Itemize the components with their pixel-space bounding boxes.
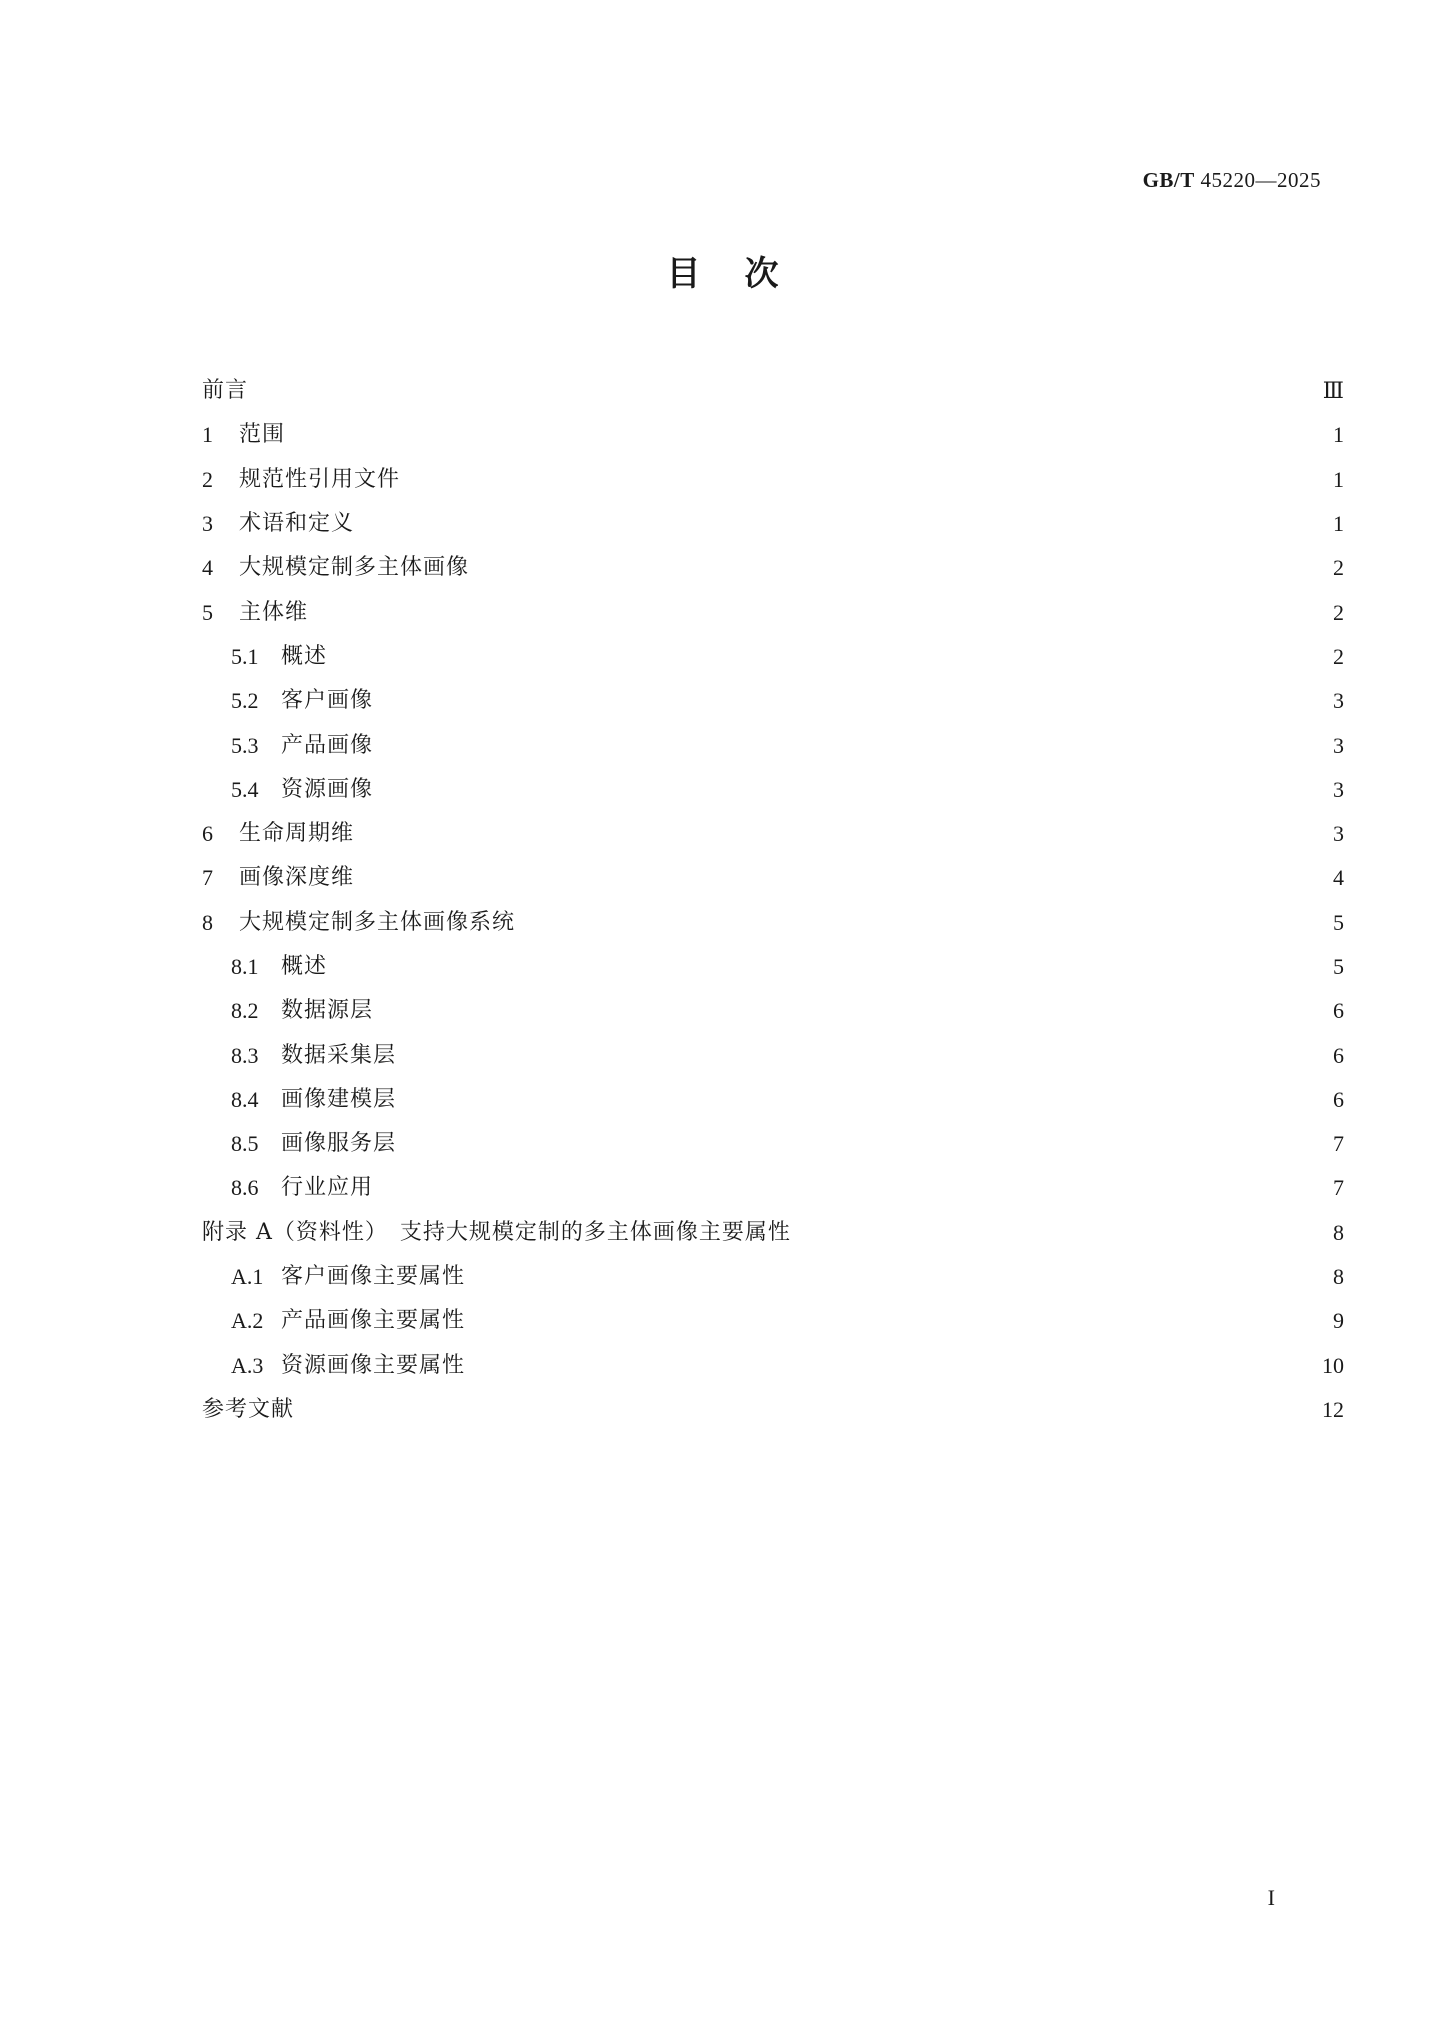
toc-entry-number: 3 bbox=[202, 511, 213, 537]
toc-entry-page: 9 bbox=[1333, 1308, 1344, 1334]
toc-dot-leader bbox=[326, 600, 1318, 626]
toc-entry[interactable] bbox=[202, 901, 1344, 945]
toc-entry-label: 资源画像 bbox=[281, 776, 374, 802]
toc-entry[interactable] bbox=[202, 1299, 1344, 1343]
toc-dot-leader bbox=[391, 777, 1318, 803]
toc-dot-leader bbox=[414, 1131, 1318, 1157]
toc-entry-number: A.3 bbox=[231, 1352, 264, 1378]
toc-entry-label: 范围 bbox=[239, 422, 286, 448]
toc-entry-number: 6 bbox=[202, 821, 213, 847]
toc-entry-number: 8.3 bbox=[231, 1042, 259, 1068]
toc-dot-leader bbox=[391, 688, 1318, 714]
toc-entry-number: 1 bbox=[202, 422, 213, 448]
toc-entry[interactable] bbox=[202, 1078, 1344, 1122]
toc-entry-label: 概述 bbox=[281, 954, 328, 979]
toc-entry[interactable] bbox=[202, 812, 1344, 856]
toc-entry-page: 8 bbox=[1333, 1219, 1344, 1245]
toc-entry-page: 5 bbox=[1333, 954, 1344, 979]
toc-entry-number: A.2 bbox=[231, 1308, 264, 1334]
toc-entry[interactable] bbox=[202, 856, 1344, 900]
toc-entry[interactable] bbox=[202, 945, 1344, 989]
toc-entry-label: 数据采集层 bbox=[281, 1042, 397, 1068]
toc-dot-leader bbox=[391, 998, 1318, 1024]
toc-dot-leader bbox=[809, 1220, 1318, 1246]
toc-entry-number: 4 bbox=[202, 555, 213, 581]
toc-entry-label: 参考文献 bbox=[202, 1396, 295, 1422]
page-title: 目次 bbox=[666, 254, 823, 294]
toc-entry-label: 大规模定制多主体画像 bbox=[239, 555, 470, 581]
toc-entry[interactable] bbox=[202, 590, 1344, 634]
toc-entry-label: 产品画像主要属性 bbox=[281, 1308, 466, 1334]
toc-entry[interactable] bbox=[202, 723, 1344, 767]
toc-entry-label: 前言 bbox=[202, 378, 249, 404]
toc-entry-label: 产品画像 bbox=[281, 732, 374, 758]
toc-entry-page: 6 bbox=[1333, 1086, 1344, 1112]
toc-entry-number: 5.3 bbox=[231, 732, 259, 758]
toc-entry-number: 8.6 bbox=[231, 1175, 259, 1201]
toc-entry[interactable] bbox=[202, 1388, 1344, 1432]
toc-dot-leader bbox=[483, 1308, 1318, 1334]
toc-entry-page: 3 bbox=[1333, 776, 1344, 802]
toc-entry-label: 客户画像 bbox=[281, 688, 374, 714]
toc-entry-page: 2 bbox=[1333, 643, 1344, 669]
toc-entry-page: 10 bbox=[1322, 1352, 1344, 1378]
toc-entry-label: 主体维 bbox=[239, 599, 309, 625]
toc-entry-number: 5.4 bbox=[231, 776, 259, 802]
toc-entry-number: 8.5 bbox=[231, 1131, 259, 1157]
toc-entry-label: 画像服务层 bbox=[281, 1131, 397, 1157]
toc-dot-leader bbox=[487, 555, 1318, 581]
toc-entry-label: 行业应用 bbox=[281, 1175, 374, 1201]
toc-entry-number: 2 bbox=[202, 466, 213, 492]
toc-entry-page: 2 bbox=[1333, 555, 1344, 581]
table-of-contents bbox=[202, 369, 1344, 1432]
toc-entry-page: 6 bbox=[1333, 1042, 1344, 1068]
toc-entry[interactable] bbox=[202, 635, 1344, 679]
toc-dot-leader bbox=[372, 821, 1318, 847]
toc-entry[interactable] bbox=[202, 546, 1344, 590]
toc-entry[interactable] bbox=[202, 679, 1344, 723]
toc-entry-label: 附录 A（资料性） 支持大规模定制的多主体画像主要属性 bbox=[202, 1219, 791, 1245]
toc-entry-number: 8.1 bbox=[231, 954, 259, 979]
toc-dot-leader bbox=[372, 865, 1318, 891]
page-number: I bbox=[1267, 1885, 1275, 1910]
toc-entry-page: 3 bbox=[1333, 688, 1344, 714]
toc-entry-label: 大规模定制多主体画像系统 bbox=[239, 909, 516, 935]
toc-dot-leader bbox=[483, 1264, 1318, 1290]
toc-entry-number: A.1 bbox=[231, 1264, 264, 1290]
toc-entry-number: 8.4 bbox=[231, 1086, 259, 1112]
toc-dot-leader bbox=[418, 467, 1318, 493]
toc-entry[interactable] bbox=[202, 1255, 1344, 1299]
toc-entry-number: 5.2 bbox=[231, 688, 259, 714]
toc-entry-label: 规范性引用文件 bbox=[239, 466, 401, 492]
toc-entry-number: 5.1 bbox=[231, 643, 259, 669]
toc-entry-page: 1 bbox=[1333, 422, 1344, 448]
toc-dot-leader bbox=[312, 1397, 1308, 1423]
document-header bbox=[1143, 168, 1321, 193]
toc-entry-page: Ⅲ bbox=[1322, 378, 1344, 404]
toc-dot-leader bbox=[372, 511, 1318, 537]
toc-entry-label: 生命周期维 bbox=[239, 821, 355, 847]
toc-entry[interactable] bbox=[202, 502, 1344, 546]
toc-dot-leader bbox=[391, 733, 1318, 759]
toc-dot-leader bbox=[533, 910, 1318, 936]
toc-entry-label: 概述 bbox=[281, 643, 328, 669]
toc-entry-page: 3 bbox=[1333, 732, 1344, 758]
toc-entry-number: 5 bbox=[202, 599, 213, 625]
toc-entry-label: 数据源层 bbox=[281, 998, 374, 1024]
toc-entry-page: 1 bbox=[1333, 466, 1344, 492]
toc-entry-label: 资源画像主要属性 bbox=[281, 1352, 466, 1378]
toc-entry-page: 7 bbox=[1333, 1175, 1344, 1201]
toc-entry-label: 术语和定义 bbox=[239, 511, 355, 537]
toc-entry-page: 2 bbox=[1333, 599, 1344, 625]
toc-entry[interactable] bbox=[202, 1033, 1344, 1077]
toc-entry-number: 7 bbox=[202, 865, 213, 891]
toc-entry-page: 5 bbox=[1333, 909, 1344, 935]
toc-entry-page: 7 bbox=[1333, 1131, 1344, 1157]
toc-entry[interactable] bbox=[202, 1211, 1344, 1255]
toc-entry-page: 12 bbox=[1322, 1396, 1344, 1422]
toc-dot-leader bbox=[345, 954, 1318, 980]
toc-dot-leader bbox=[345, 644, 1318, 670]
standard-number: 45220—2025 bbox=[1194, 168, 1321, 192]
standard-prefix: GB/T bbox=[1142, 168, 1195, 192]
toc-entry-number: 8.2 bbox=[231, 998, 259, 1024]
toc-entry[interactable] bbox=[202, 768, 1344, 812]
toc-dot-leader bbox=[483, 1353, 1308, 1379]
toc-entry[interactable] bbox=[202, 458, 1344, 502]
toc-entry[interactable] bbox=[202, 1344, 1344, 1388]
toc-entry-page: 1 bbox=[1333, 511, 1344, 537]
toc-dot-leader bbox=[414, 1043, 1318, 1069]
toc-entry-page: 6 bbox=[1333, 998, 1344, 1024]
toc-entry[interactable] bbox=[202, 413, 1344, 457]
toc-entry-page: 4 bbox=[1333, 865, 1344, 891]
toc-entry[interactable] bbox=[202, 989, 1344, 1033]
toc-dot-leader bbox=[303, 422, 1318, 448]
toc-entry-page: 3 bbox=[1333, 821, 1344, 847]
toc-dot-leader bbox=[414, 1087, 1318, 1113]
toc-entry[interactable] bbox=[202, 1122, 1344, 1166]
toc-entry-number: 8 bbox=[202, 909, 213, 935]
toc-entry-page: 8 bbox=[1333, 1264, 1344, 1290]
toc-dot-leader bbox=[266, 378, 1309, 404]
toc-entry-label: 画像建模层 bbox=[281, 1086, 397, 1112]
toc-entry[interactable] bbox=[202, 1166, 1344, 1210]
toc-dot-leader bbox=[391, 1175, 1318, 1201]
toc-entry-label: 客户画像主要属性 bbox=[281, 1264, 466, 1290]
toc-entry[interactable] bbox=[202, 369, 1344, 413]
toc-entry-label: 画像深度维 bbox=[239, 865, 355, 891]
